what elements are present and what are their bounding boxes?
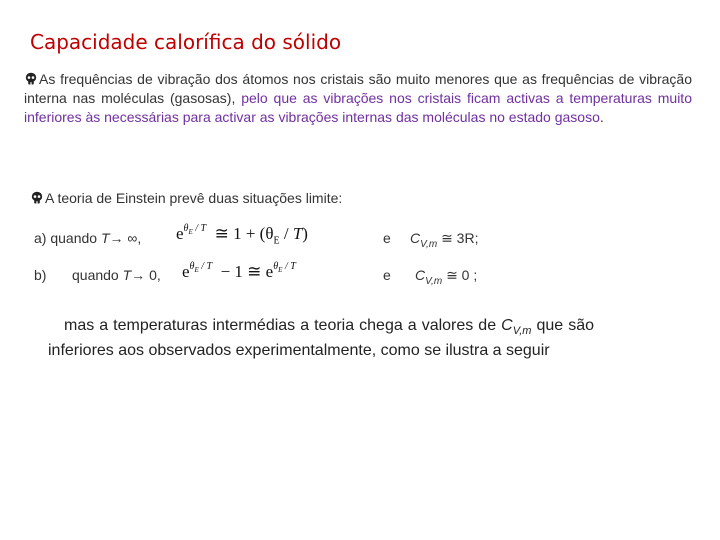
case-b-cv-sub: V,m [425, 275, 443, 287]
paragraph1-text: As frequências de vibração dos átomos nos cristais são muito menores que as frequências de vibração interna nas moléculas (gasosas), [24, 71, 692, 106]
case-b-connector: e [383, 267, 391, 283]
paragraph1-end: . [599, 109, 604, 125]
case-a-prefix: quando [50, 230, 101, 246]
paragraph2-text: A teoria de Einstein prevê duas situações limite: [45, 190, 343, 206]
paragraph-intermediate-temperatures [48, 316, 594, 361]
case-a-result [410, 230, 478, 250]
case-b-condition [72, 267, 161, 283]
case-a-var: T [100, 230, 110, 246]
case-b-value: ≅ 0 ; [446, 267, 478, 283]
paragraph-vibration-frequencies [24, 70, 692, 127]
case-b-prefix: quando [72, 267, 123, 283]
case-a-formula: $e^{\theta_E / T}$ ≅ $1 + (\theta_E / T)$ [176, 223, 308, 247]
case-a-cv-sub: V,m [420, 238, 438, 250]
case-a-limit: ∞, [127, 230, 142, 246]
case-b-var: T [122, 267, 132, 283]
paragraph-einstein-theory [30, 189, 342, 208]
case-a-cv: C [410, 230, 421, 246]
paragraph3-cv-sub: V,m [512, 325, 532, 338]
case-b-limit: 0, [149, 267, 161, 283]
arrow-icon: → [131, 267, 146, 283]
case-b-label: b) [34, 267, 47, 283]
slide-title: Capacidade calorífica do sólido [30, 30, 342, 54]
case-b-formula: $e^{\theta_E / T} - 1$ ≅ $e^{\theta_E / T}$ [182, 261, 296, 281]
case-b-cv: C [415, 267, 426, 283]
paragraph3-rest: que são inferiores aos observados experimentalmente, como se ilustra a seguir [48, 317, 594, 360]
skull-icon [30, 191, 44, 205]
case-a-label: a) [34, 230, 47, 246]
paragraph3-text: mas a temperaturas intermédias a teoria chega a valores de [64, 317, 502, 334]
case-a-condition [34, 230, 141, 246]
case-b-result [415, 267, 477, 287]
case-a-value: ≅ 3R; [441, 230, 479, 246]
skull-icon [24, 72, 38, 86]
arrow-icon: → [109, 230, 124, 246]
paragraph1-highlight: pelo que as vibrações nos cristais ficam activas a temperaturas muito inferiores às necessárias para activar as vibrações internas das moléculas no estado gasoso [24, 90, 692, 125]
case-a-connector: e [383, 230, 391, 246]
paragraph3-cv: C [501, 317, 513, 334]
